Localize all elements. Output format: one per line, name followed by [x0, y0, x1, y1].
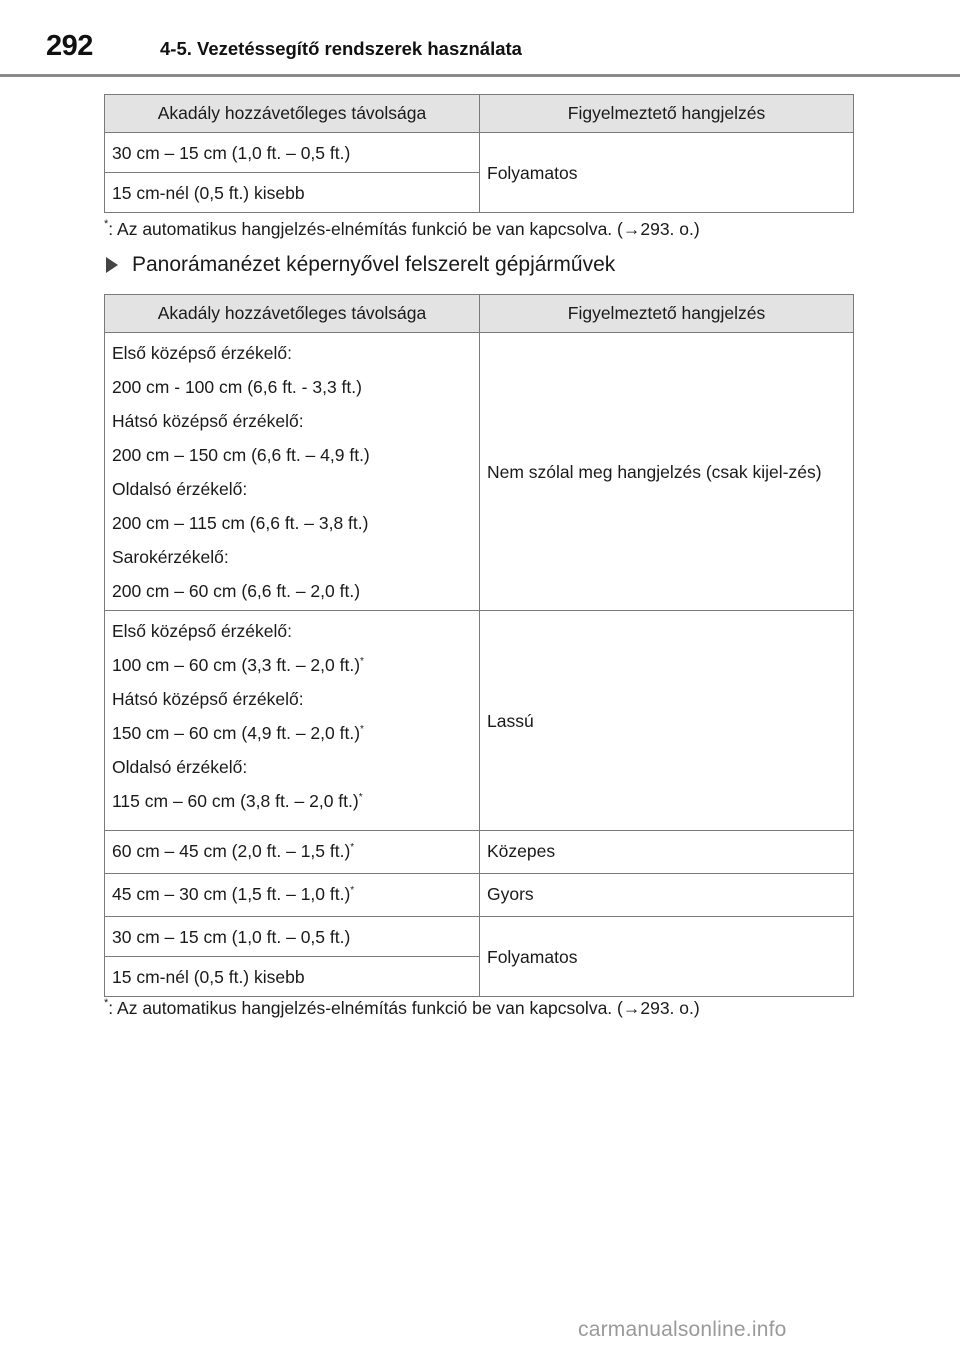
- table-row: [105, 333, 854, 611]
- footnote-marker: *: [350, 842, 355, 853]
- table-row: [105, 917, 854, 957]
- distance-range: [112, 790, 472, 812]
- sensor-label: Hátsó középső érzékelő:: [112, 411, 304, 431]
- signal-text: Nem szólal meg hangjelzés (csak kijel-zés): [487, 462, 822, 482]
- distance-text: 45 cm – 30 cm (1,5 ft. – 1,0 ft.): [112, 884, 351, 904]
- footnote-marker: *: [104, 218, 109, 230]
- column-header-distance: Akadály hozzávetőleges távolsága: [105, 95, 480, 133]
- distance-cell: [105, 831, 480, 874]
- footnote-marker: *: [360, 656, 364, 667]
- table-row: [105, 133, 854, 173]
- footnote: [104, 998, 700, 1019]
- table-row: [105, 611, 854, 831]
- section-title: 4-5. Vezetéssegítő rendszerek használata: [160, 38, 522, 59]
- footnote-marker: *: [350, 885, 355, 896]
- footnote-text: : Az automatikus hangjelzés-elnémítás funkció be van kapcsolva. (→293. o.): [108, 998, 700, 1018]
- sensor-label: Oldalsó érzékelő:: [112, 757, 248, 777]
- sensor-label: Hátsó középső érzékelő:: [112, 689, 304, 709]
- warning-table-panoramic: [104, 294, 854, 997]
- distance-cell: [105, 611, 480, 831]
- distance-cell: [105, 874, 480, 917]
- page-number: 292: [46, 30, 93, 62]
- sensor-label: Első középső érzékelő:: [112, 343, 292, 363]
- subheading: [106, 253, 615, 277]
- distance-cell: [105, 333, 480, 611]
- sensor-label: Sarokérzékelő:: [112, 547, 229, 567]
- sensor-label: Oldalsó érzékelő:: [112, 479, 248, 499]
- table-header-row: [105, 95, 854, 133]
- footnote: [104, 219, 700, 240]
- signal-cell: Folyamatos: [480, 133, 854, 213]
- distance-cell: 15 cm-nél (0,5 ft.) kisebb: [105, 173, 480, 213]
- column-header-signal: Figyelmeztető hangjelzés: [480, 95, 854, 133]
- signal-cell: Folyamatos: [480, 917, 854, 997]
- distance-range: [112, 722, 472, 744]
- distance-range: [112, 654, 472, 676]
- table-row: [105, 874, 854, 917]
- footnote-text: : Az automatikus hangjelzés-elnémítás funkció be van kapcsolva. (→293. o.): [108, 219, 700, 239]
- page-header: [0, 0, 960, 80]
- distance-range: 200 cm – 150 cm (6,6 ft. – 4,9 ft.): [112, 445, 370, 465]
- header-divider: [0, 74, 960, 77]
- distance-range: 200 cm - 100 cm (6,6 ft. - 3,3 ft.): [112, 377, 362, 397]
- column-header-distance: Akadály hozzávetőleges távolsága: [105, 295, 480, 333]
- watermark: carmanualsonline.info: [578, 1318, 787, 1341]
- distance-text: 150 cm – 60 cm (4,9 ft. – 2,0 ft.): [112, 723, 361, 743]
- sensor-label: Első középső érzékelő:: [112, 621, 292, 641]
- distance-text: 100 cm – 60 cm (3,3 ft. – 2,0 ft.): [112, 655, 361, 675]
- bullet-triangle-icon: [106, 257, 118, 273]
- distance-cell: 30 cm – 15 cm (1,0 ft. – 0,5 ft.): [105, 917, 480, 957]
- distance-range: 200 cm – 60 cm (6,6 ft. – 2,0 ft.): [112, 581, 361, 601]
- warning-table-standard: [104, 94, 854, 213]
- signal-cell: [480, 333, 854, 611]
- footnote-marker: *: [358, 792, 363, 803]
- distance-range: 200 cm – 115 cm (6,6 ft. – 3,8 ft.): [112, 513, 369, 533]
- column-header-signal: Figyelmeztető hangjelzés: [480, 295, 854, 333]
- distance-cell: 30 cm – 15 cm (1,0 ft. – 0,5 ft.): [105, 133, 480, 173]
- signal-cell: Gyors: [480, 874, 854, 917]
- signal-cell: Közepes: [480, 831, 854, 874]
- distance-cell: 15 cm-nél (0,5 ft.) kisebb: [105, 957, 480, 997]
- signal-cell: Lassú: [480, 611, 854, 831]
- footnote-marker: *: [360, 724, 364, 735]
- subheading-text: Panorámanézet képernyővel felszerelt gépjárművek: [132, 253, 616, 276]
- table-row: [105, 831, 854, 874]
- table-header-row: [105, 295, 854, 333]
- distance-text: 115 cm – 60 cm (3,8 ft. – 2,0 ft.): [112, 791, 359, 811]
- distance-text: 60 cm – 45 cm (2,0 ft. – 1,5 ft.): [112, 841, 351, 861]
- footnote-marker: *: [104, 997, 109, 1009]
